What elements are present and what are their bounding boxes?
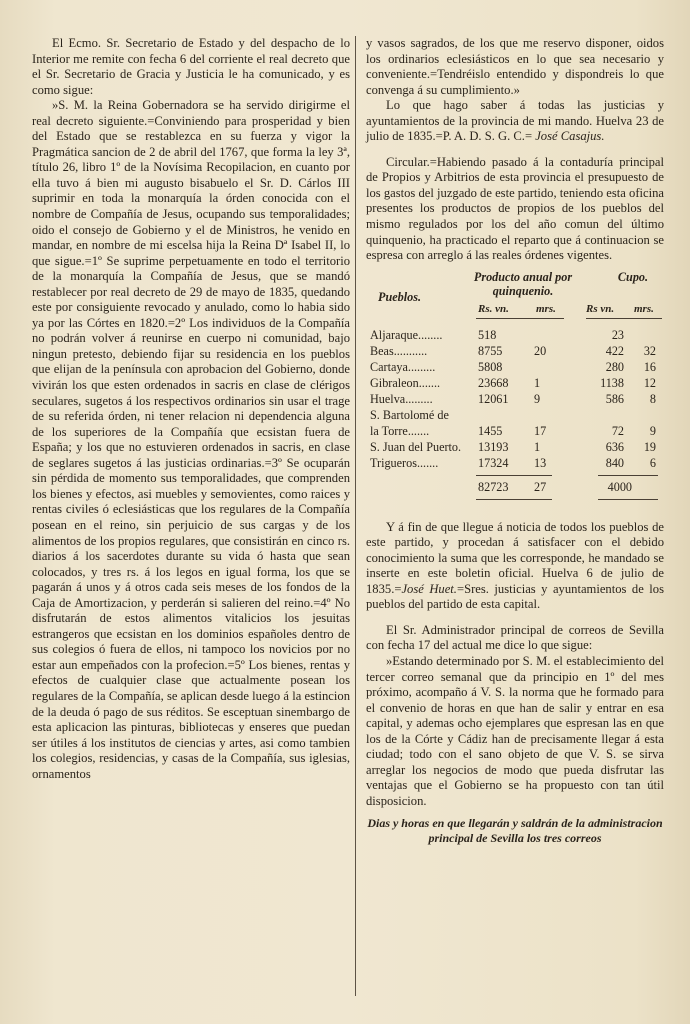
header-underline-cupo: [586, 318, 662, 319]
table-total-row: [366, 480, 664, 496]
cupo-rs: 586: [605, 391, 624, 406]
cupo-mrs: 9: [649, 423, 656, 438]
column-divider: [355, 36, 356, 996]
cupo-notice-signature: José Huet.: [401, 581, 457, 596]
pueblo-name: Beas...........: [370, 343, 428, 358]
cupo-mrs: 6: [649, 455, 656, 470]
table-body: [366, 328, 664, 472]
royal-decree-text: »S. M. la Reina Gobernadora se ha servido dirigirme el real decreto siguiente.=Conviniendo para prosperidad y bien del Estado que se restablezca en su fuerza y vigor la Pragmática sancion de 2 de abril del 1767, que forma la ley 3ª, título 26, libro 1º de la Novísima Recopilacion, en cuanto por ella tuvo á bien mi augusto bisabuelo el Sr. D. Cárlos III suprimir en toda la monarquía la órden conocida con el nombre de Compañía de Jesus, ocupando sus temporalidades; oido el consejo de Gobierno y el de Ministros, he venido en mandar, en nombre de mi escelsa hija la Reina Dª Isabel II, lo que sigue.=1º Se suprime perpetuamente en todo el territorio de la monarquía la Compañía de Jesus, que se mandó restablecer por real decreto de 29 de mayo de 1835, quedando este por consiguiente revocado y anulado, como lo habia sido ya por las Córtes en 1820.=2º Los individuos de la Compañía no podrán volver á reunirse en cuerpo ni comunidad, bajo ningun pretesto, debiendo fijar su residencia en los pueblos que elijan de la península con aprobacion del Gobierno, donde vivirán los que esten ordenados in sacris en clase de clérigos seculares, sugetos á los respectivos ordinarios sin usar el trage de su referida órden, ni tener relacion ni dependencia alguna de los superiores de la Compañía que ecsistan fuera de España; y los que no estuvieren ordenados in sacris, en clase de seglares sugetos á las justicias ordinarias.=3º Se ocuparán sin pérdida de momento sus temporalidades, que comprenden los bienes y efectos, asi muebles y semovientes, como raices y rentas civiles ó eclesiásticas que los regulares de la Compañía posean en el reino, sin perjuicio de sus cargas y de los alimentos de los propios regulares, que consistirán en cinco rs. diarios á los sacerdotes durante su vida ó hasta que sean colocados, y tres rs. á los legos en igual forma, los que se pagarán á unos y á otros cada seis meses de los fondos de la Caja de Amortizacion, y perderán si salieren del reino.=4º No disfrutarán de estos alimentos vitalicios los jesuitas estrangeros que ecsistan en los dominios españoles dentro de sus colegios ó fuera de ellos, ni tampoco los novicios por no estar aun empeñados con la profecion.=5º Los bienes, rentas y efectos de cualquier clase que actualmente posean los regulares de la Compañía, se aplican desde luego á la estincion de la deuda ó pago de sus réditos. Se esceptuan sinembargo de esta aplicacion las pinturas, bibliotecas y enseres que puedan ser útiles á los institutos de ciencias y artes, asi como tambien los colegios, residencias, y casas de la Compañía, sus iglesias, ornamentos: [32, 98, 350, 781]
cupo-mrs: 32: [643, 343, 656, 358]
unit-rs: Rs. vn.: [478, 302, 509, 315]
table-header: [366, 268, 664, 328]
correos-body: »Estando determinado por S. M. el establecimiento del tercer correo semanal que da principio en 1º del mes próximo, acompaño á V. S. la norma que he formado para el convenio de horas en que han de salir y entrar en esa capital, y ademas ocho ejemplares que espresan las en que los de la Córte y Cádiz han de precisamente llegar á esta ciudad; todo con el sano objeto de que V. S. se sirva arreglar los negocios de modo que pueda disfrutar las ventajas que el Gobierno se ha propuesto con tan útil disposicion.: [366, 654, 664, 808]
provincial-notice: [366, 98, 664, 145]
table-row: [366, 392, 664, 408]
circular-text: Circular.=Habiendo pasado á la contaduría principal de Propios y Arbitrios de esta provincia el presupuesto de los gastos del juzgado de este partido, teniendo esta oficina presentes los productos de propios de los pueblos del mismo regulados por los del año comun del último quinquenio, ha practicado el reparto que á continuacion se espresa con arreglo á las reales órdenes vigentes.: [366, 154, 664, 263]
table-row: [366, 440, 664, 456]
total-rs: 82723: [478, 479, 509, 494]
total-mrs: 27: [534, 479, 547, 494]
header-producto: Producto anual por quinquenio.: [473, 269, 573, 298]
producto-rs: 23668: [478, 375, 509, 390]
pueblo-name: Aljaraque........: [370, 327, 443, 342]
table-row: [366, 456, 664, 472]
cupo-table: [366, 268, 664, 504]
producto-mrs: 9: [534, 391, 541, 406]
total-underline: [366, 496, 664, 504]
producto-rs: 1455: [478, 423, 503, 438]
right-column: [366, 36, 664, 847]
table-row: [366, 376, 664, 392]
unit-mrs: mrs.: [536, 302, 556, 315]
cupo-notice-tail: =Sres. justicias y ayuntamientos de los pueblos del partido de esta capital.: [366, 581, 664, 612]
header-pueblos: Pueblos.: [378, 289, 421, 304]
table-row: [366, 328, 664, 344]
producto-rs: 13193: [478, 439, 509, 454]
producto-rs: 518: [478, 327, 497, 342]
pueblo-name: Gibraleon.......: [370, 375, 441, 390]
provincial-notice-signature: José Casajus.: [535, 129, 605, 144]
table-row: [366, 344, 664, 360]
cupo-notice-text: Y á fin de que llegue á noticia de todos los pueblos de este partido, y procedan á satisfacer con el debido conocimiento la suma que les corresponde, he mandado se inserte en este boletin oficial. Huelva 6 de julio de 1835.=: [366, 519, 664, 596]
cupo-mrs: 16: [643, 359, 656, 374]
decree-continuation: y vasos sagrados, de los que me reservo disponer, oidos los ordinarios eclesiásticos en lo que sea necesario y conveniente.=Tendréislo entendido y dispondreis lo que convenga á su cumplimiento.»: [366, 36, 664, 97]
producto-mrs: 17: [534, 423, 547, 438]
table-row: [366, 408, 664, 424]
provincial-notice-text: Lo que hago saber á todas las justicias y ayuntamientos de la provincia de mi mando. Huelva 23 de julio de 1835.=P. A. D. S. G. C.=: [366, 98, 664, 144]
unit-rs-cupo: Rs vn.: [586, 302, 615, 315]
pueblo-name: S. Bartolomé de: [370, 407, 449, 422]
pueblo-name: la Torre.......: [370, 423, 430, 438]
producto-mrs: 20: [534, 343, 547, 358]
producto-mrs: 13: [534, 455, 547, 470]
producto-mrs: 1: [534, 439, 541, 454]
correos-intro: El Sr. Administrador principal de correos de Sevilla con fecha 17 del actual me dice lo que sigue:: [366, 622, 664, 653]
pueblo-name: Huelva.........: [370, 391, 433, 406]
producto-rs: 8755: [478, 343, 503, 358]
pueblo-name: Trigueros.......: [370, 455, 439, 470]
total-rs-cupo: 4000: [607, 479, 632, 494]
header-cupo: Cupo.: [617, 269, 649, 284]
total-rule: [366, 472, 664, 480]
correos-heading: Dias y horas en que llegarán y saldrán de la administracion principal de Sevilla los tres correos: [367, 815, 663, 846]
table-row: [366, 424, 664, 440]
cupo-rs: 636: [605, 439, 624, 454]
cupo-mrs: 19: [643, 439, 656, 454]
cupo-rs: 840: [605, 455, 624, 470]
left-column: [32, 36, 350, 782]
table-row: [366, 360, 664, 376]
cupo-mrs: 8: [649, 391, 656, 406]
cupo-notice: [366, 520, 664, 613]
producto-rs: 17324: [478, 455, 509, 470]
unit-mrs-cupo: mrs.: [634, 302, 654, 315]
producto-mrs: 1: [534, 375, 541, 390]
cupo-rs: 23: [611, 327, 624, 342]
cupo-rs: 422: [605, 343, 624, 358]
producto-rs: 5808: [478, 359, 503, 374]
cupo-rs: 1138: [600, 375, 624, 390]
cupo-mrs: 12: [643, 375, 656, 390]
producto-rs: 12061: [478, 391, 509, 406]
decree-intro: El Ecmo. Sr. Secretario de Estado y del despacho de lo Interior me remite con fecha 6 del corriente el real decreto que el Sr. Secretario de Gracia y Justicia le ha comunicado, y es como sigue:: [32, 36, 350, 97]
pueblo-name: S. Juan del Puerto.: [370, 439, 462, 454]
pueblo-name: Cartaya.........: [370, 359, 436, 374]
cupo-rs: 72: [611, 423, 624, 438]
header-underline-producto: [476, 318, 564, 319]
cupo-rs: 280: [605, 359, 624, 374]
